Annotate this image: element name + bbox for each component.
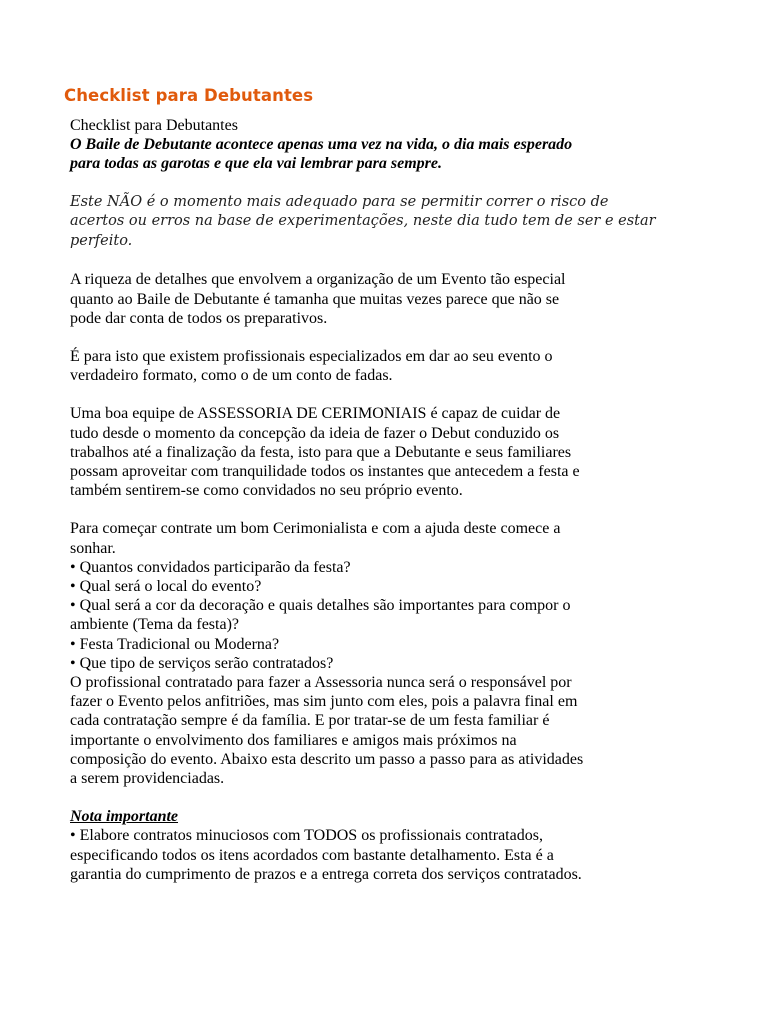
text-line: A riqueza de detalhes que envolvem a organização de um Evento tão especial — [70, 271, 566, 289]
text-line: Este NÃO é o momento mais adequado para se permitir correr o risco de — [70, 193, 609, 210]
text-line: importante o envolvimento dos familiares e amigos mais próximos na — [70, 731, 517, 749]
text-line: É para isto que existem profissionais especializados em dar ao seu evento o — [70, 348, 553, 365]
questions-list — [70, 558, 670, 673]
text-line: tudo desde o momento da concepção da ideia de fazer o Debut conduzido os — [70, 424, 560, 442]
text-line: quanto ao Baile de Debutante é tamanha que muitas vezes parece que não se — [70, 290, 560, 308]
list-item: • Qual será o local do evento? — [70, 578, 262, 596]
text-line: para todas as garotas e que ela vai lembrar para sempre. — [70, 155, 442, 173]
text-line: garantia do cumprimento de prazos e a entrega correta dos serviços contratados. — [70, 865, 582, 883]
text-line: Uma boa equipe de ASSESSORIA DE CERIMONIAIS é capaz de cuidar de — [70, 405, 561, 423]
document-body — [70, 116, 670, 884]
paragraph-1 — [70, 270, 670, 328]
note-title: Nota importante — [70, 808, 179, 826]
text-line: também sentirem-se como convidados no seu próprio evento. — [70, 482, 463, 500]
note-paragraph — [70, 826, 670, 884]
list-item: ambiente (Tema da festa)? — [70, 616, 240, 634]
paragraph-3 — [70, 404, 670, 500]
subtitle: Checklist para Debutantes — [70, 117, 238, 134]
text-line: composição do evento. Abaixo esta descrito um passo a passo para as atividades — [70, 750, 584, 768]
text-line: O Baile de Debutante acontece apenas uma vez na vida, o dia mais esperado — [70, 136, 573, 154]
intro-bold-paragraph — [70, 135, 670, 173]
list-item: • Qual será a cor da decoração e quais detalhes são importantes para compor o — [70, 597, 571, 615]
paragraph-2 — [70, 347, 670, 385]
text-line: trabalhos até a finalização da festa, isto para que a Debutante e seus familiares — [70, 443, 572, 461]
list-item: • Quantos convidados participarão da festa? — [70, 558, 351, 576]
text-line: acertos ou erros na base de experimentações, neste dia tudo tem de ser e estar — [70, 213, 656, 230]
text-line: cada contratação sempre é da família. E por tratar-se de um festa familiar é — [70, 712, 550, 730]
text-line: Para começar contrate um bom Cerimonialista e com a ajuda deste comece a — [70, 520, 561, 538]
text-line: O profissional contratado para fazer a Assessoria nunca será o responsável por — [70, 674, 572, 692]
intro-italic-paragraph — [70, 193, 670, 252]
text-line: sonhar. — [70, 539, 116, 557]
text-line: perfeito. — [70, 232, 133, 249]
page-title: Checklist para Debutantes — [64, 86, 314, 105]
text-line: pode dar conta de todos os preparativos. — [70, 309, 328, 327]
text-line: possam aproveitar com tranquilidade todos os instantes que antecedem a festa e — [70, 463, 580, 481]
list-item: • Festa Tradicional ou Moderna? — [70, 635, 280, 653]
text-line: a serem providenciadas. — [70, 770, 225, 788]
paragraph-4 — [70, 519, 670, 557]
list-item: • Que tipo de serviços serão contratados? — [70, 654, 334, 672]
text-line: verdadeiro formato, como o de um conto de fadas. — [70, 367, 393, 385]
paragraph-5 — [70, 673, 670, 788]
text-line: • Elabore contratos minuciosos com TODOS os profissionais contratados, — [70, 827, 543, 845]
text-line: fazer o Evento pelos anfitriões, mas sim junto com eles, pois a palavra final em — [70, 693, 578, 711]
text-line: especificando todos os itens acordados com bastante detalhamento. Esta é a — [70, 846, 554, 864]
